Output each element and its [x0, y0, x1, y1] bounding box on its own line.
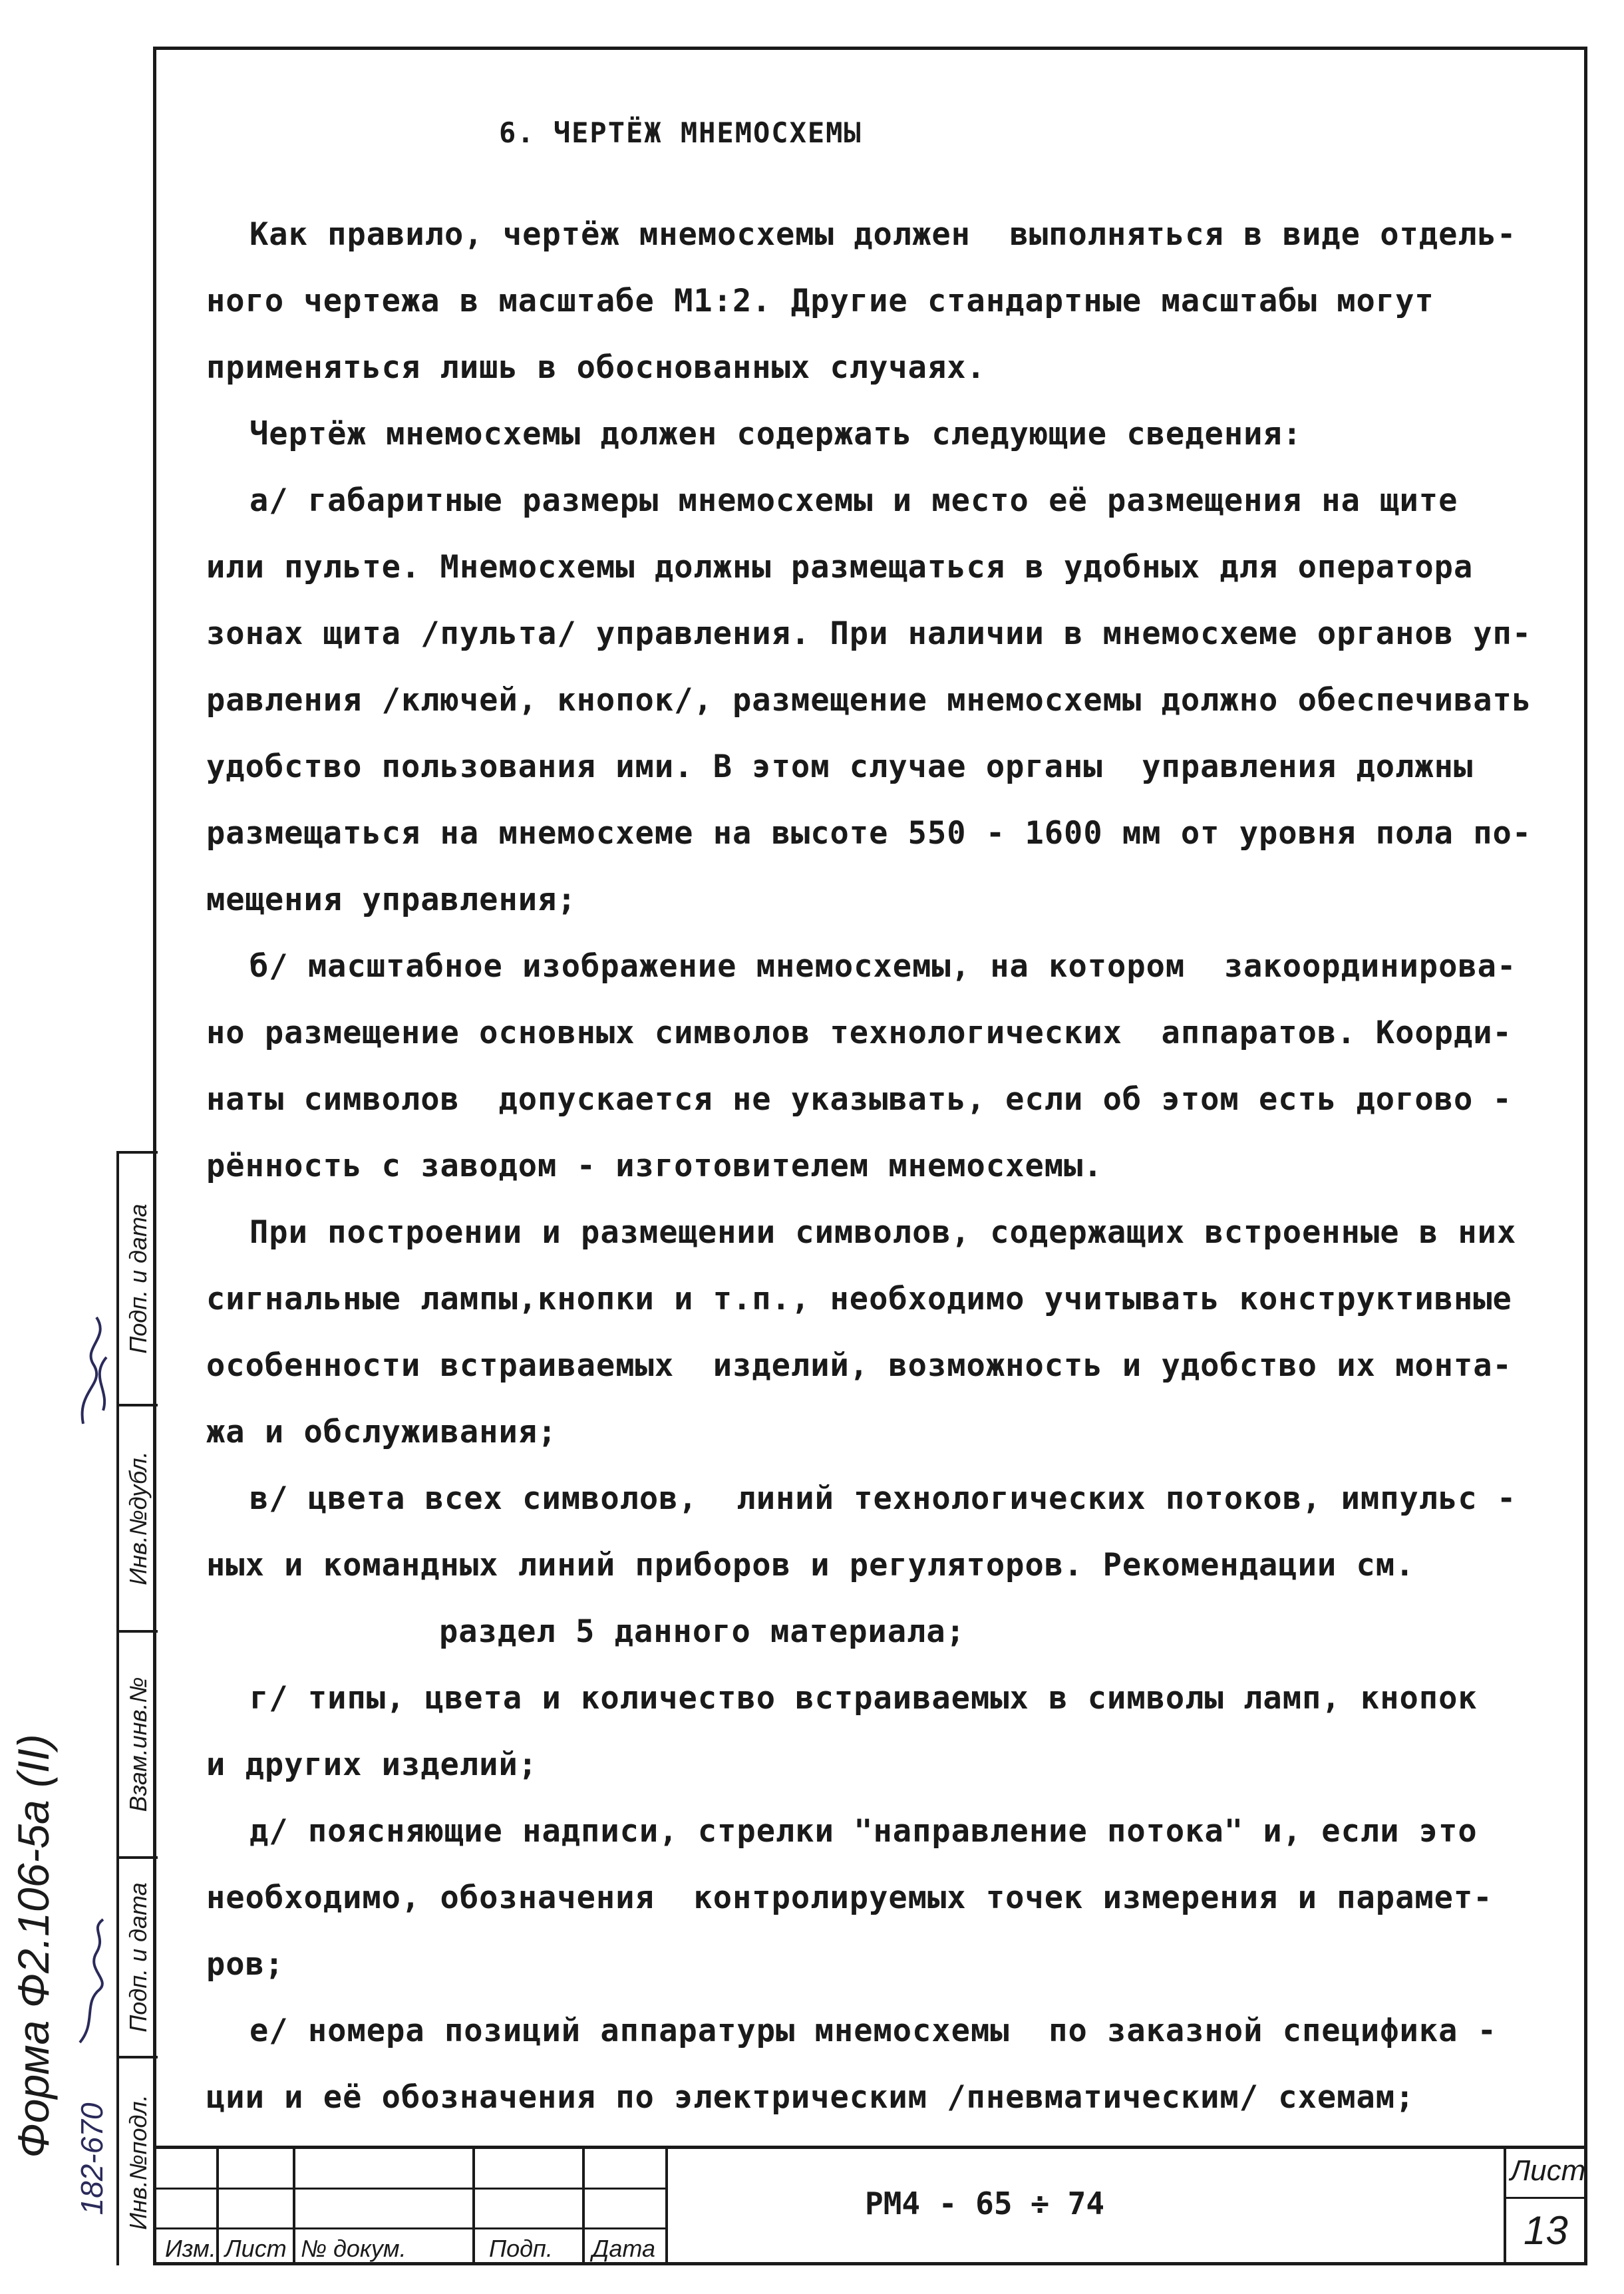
text-line: или пульте. Мнемосхемы должны размещаться в удобных для оператора [206, 549, 1474, 585]
title-block [153, 2146, 1587, 2265]
text-line: При построении и размещении символов, содержащих встроенные в них [249, 1214, 1517, 1251]
text-line: жа и обслуживания; [206, 1414, 558, 1450]
margin-label: Подп. и дата [124, 1882, 152, 2033]
text-line: зонах щита /пульта/ управления. При наличии в мнемосхеме органов уп- [206, 615, 1532, 652]
margin-cell [119, 1630, 158, 1856]
inventory-number: 182-670 [74, 2102, 109, 2215]
section-heading: 6. ЧЕРТЁЖ МНЕМОСХЕМЫ [499, 116, 862, 149]
text-line: в/ цвета всех символов, линий технологических потоков, импульс - [249, 1480, 1517, 1517]
text-line: е/ номера позиций аппаратуры мнемосхемы по заказной специфика - [249, 2013, 1497, 2049]
margin-stamp-strip [116, 1151, 155, 2265]
text-line: раздел 5 данного материала; [439, 1613, 966, 1650]
form-label-text: Форма Ф2.106-5а (II) [9, 1734, 58, 2158]
text-line: необходимо, обозначения контролируемых точек измерения и парамет- [206, 1880, 1493, 1916]
margin-cell [119, 1856, 158, 2056]
margin-cell [119, 2056, 158, 2265]
text-line: сигнальные лампы,кнопки и т.п., необходимо учитывать конструктивные [206, 1281, 1512, 1317]
margin-cell [119, 1151, 158, 1404]
text-line: ного чертежа в масштабе М1:2. Другие стандартные масштабы могут [206, 283, 1434, 319]
text-line: удобство пользования ими. В этом случае органы управления должны [206, 748, 1474, 785]
title-block-row-line [153, 2188, 665, 2190]
text-line: равления /ключей, кнопок/, размещение мнемосхемы должно обеспечивать [206, 682, 1532, 719]
signature-date-icon [70, 1916, 116, 2049]
margin-label: Инв.№дубл. [124, 1451, 152, 1585]
title-block-divider [665, 2149, 668, 2265]
text-line: б/ масштабное изображение мнемосхемы, на котором закоординирова- [249, 948, 1517, 985]
margin-label: Взам.инв.№ [124, 1677, 152, 1812]
text-line: мещения управления; [206, 882, 577, 918]
margin-label: Инв.№подл. [124, 2094, 152, 2230]
title-block-row-line [153, 2227, 665, 2229]
document-code: РМ4 - 65 ÷ 74 [865, 2186, 1105, 2221]
text-line: применяться лишь в обоснованных случаях. [206, 349, 986, 386]
column-caption-sheet: Лист [225, 2235, 287, 2262]
form-label [0, 1630, 67, 2262]
text-line: размещаться на мнемосхеме на высоте 550 - 1600 мм от уровня пола по- [206, 815, 1532, 852]
text-line: ции и её обозначения по электрическим /пневматическим/ схемам; [206, 2079, 1415, 2116]
text-line: г/ типы, цвета и количество встраиваемых в символы ламп, кнопок [249, 1680, 1478, 1717]
column-caption-signature: Подп. [489, 2235, 553, 2262]
text-line: но размещение основных символов технологических аппаратов. Коорди- [206, 1015, 1512, 1051]
text-line: а/ габаритные размеры мнемосхемы и место её размещения на щите [249, 482, 1458, 519]
text-line: Как правило, чертёж мнемосхемы должен выполняться в виде отдель- [249, 216, 1517, 253]
margin-values [67, 1151, 116, 2265]
text-line: особенности встраиваемых изделий, возможность и удобство их монта- [206, 1347, 1512, 1384]
text-line: д/ поясняющие надписи, стрелки "направление потока" и, если это [249, 1813, 1478, 1850]
margin-cell [119, 1404, 158, 1630]
signature-icon [70, 1311, 116, 1430]
title-block-divider [582, 2149, 585, 2265]
title-block-divider [472, 2149, 475, 2265]
text-line: рённость с заводом - изготовителем мнемосхемы. [206, 1148, 1103, 1184]
title-block-divider [1504, 2149, 1506, 2265]
text-line: наты символов допускается не указывать, если об этом есть догово - [206, 1081, 1512, 1118]
title-block-row-line [1504, 2197, 1587, 2199]
column-caption-change: Изм. [165, 2235, 216, 2262]
title-block-divider [293, 2149, 295, 2265]
column-caption-document: № докум. [301, 2235, 406, 2262]
text-line: ных и командных линий приборов и регуляторов. Рекомендации см. [206, 1547, 1415, 1583]
text-line: ров; [206, 1946, 285, 1983]
text-line: и других изделий; [206, 1746, 538, 1783]
sheet-number: 13 [1524, 2208, 1568, 2253]
margin-label: Подп. и дата [124, 1204, 152, 1354]
sheet-label: Лист [1510, 2154, 1586, 2187]
title-block-divider [216, 2149, 219, 2265]
column-caption-date: Дата [592, 2235, 655, 2262]
text-line: Чертёж мнемосхемы должен содержать следующие сведения: [249, 416, 1303, 452]
